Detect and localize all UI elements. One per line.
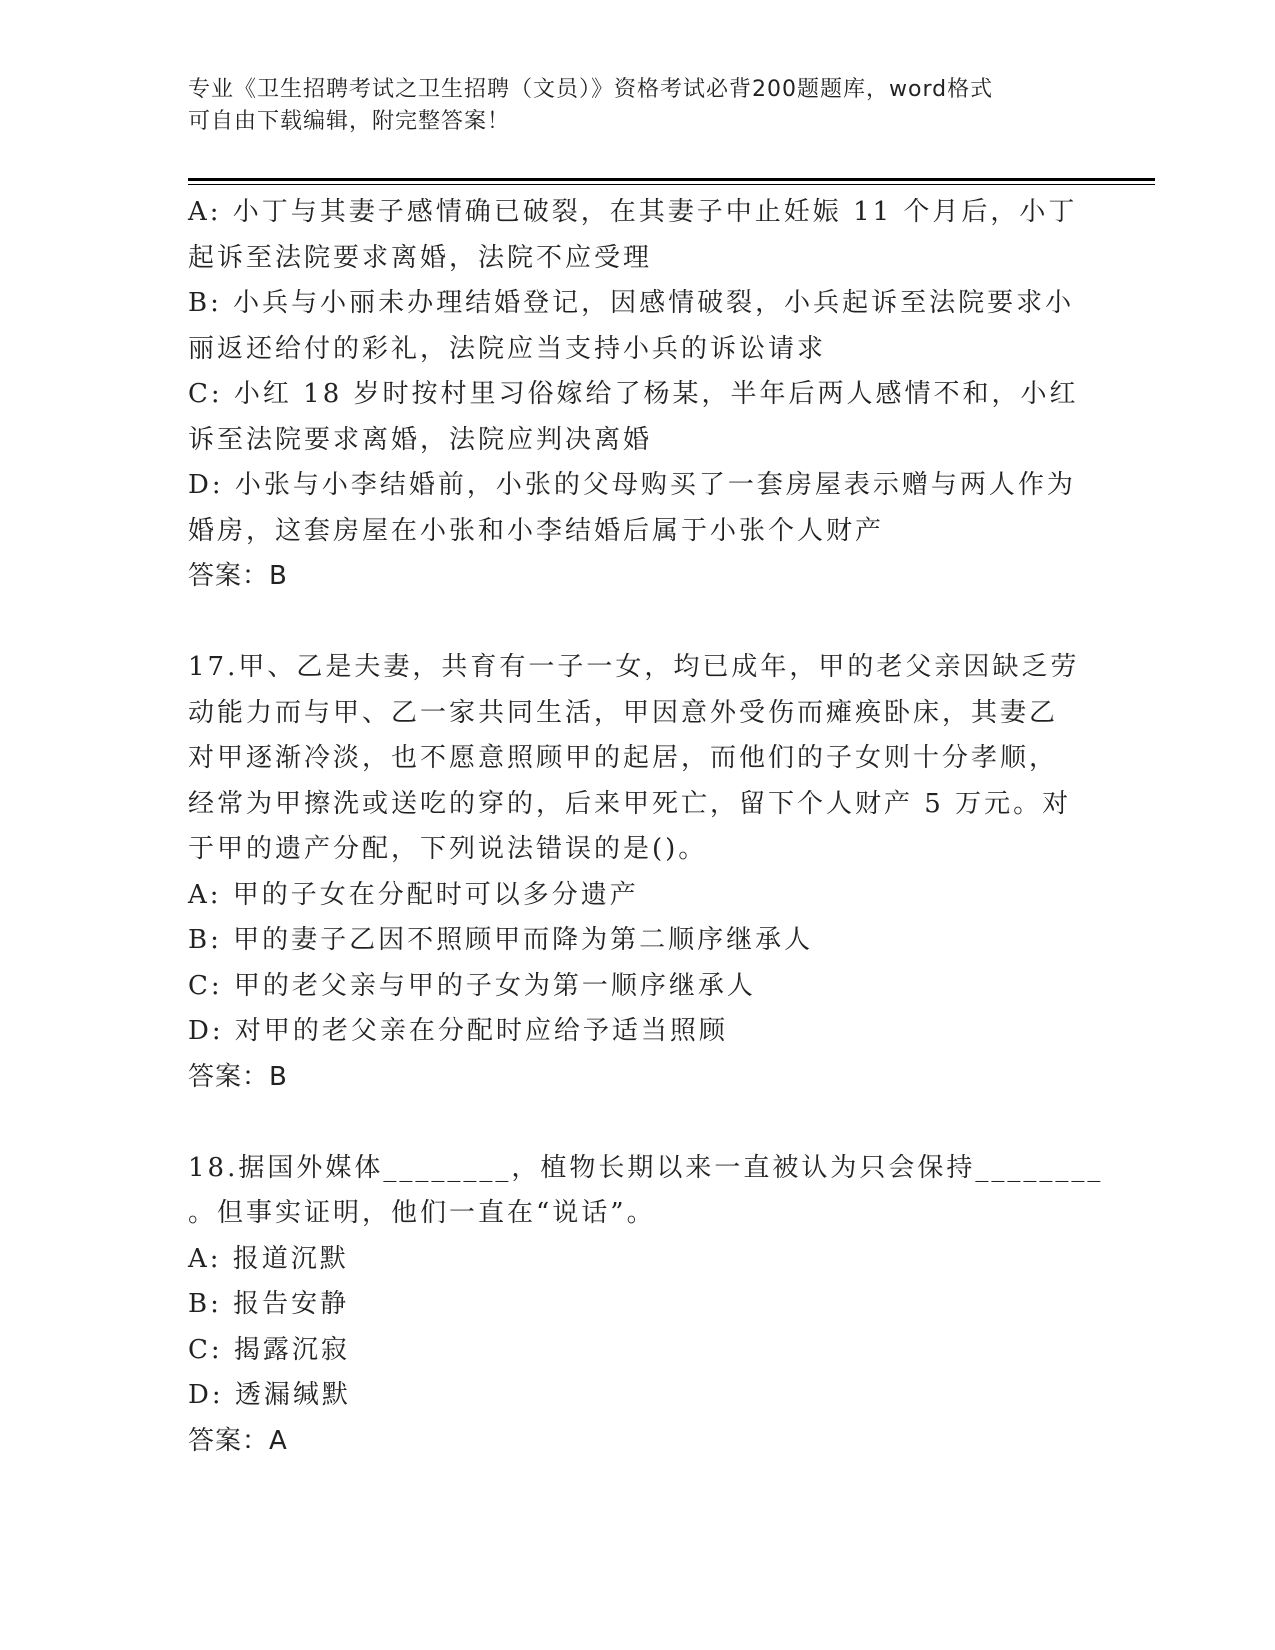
q16-option-b-line-2: 丽返还给付的彩礼，法院应当支持小兵的诉讼请求 bbox=[188, 333, 827, 364]
header-title-line-1: 专业《卫生招聘考试之卫生招聘（文员）》资格考试必背200题题库，word格式 bbox=[188, 77, 994, 102]
q18-stem-line-2: 。但事实证明，他们一直在“说话”。 bbox=[188, 1198, 656, 1228]
question-17-block bbox=[188, 645, 1088, 1100]
q17-option-c: C: 甲的老父亲与甲的子女为第一顺序继承人 bbox=[188, 970, 756, 1001]
q17-option-b: B: 甲的妻子乙因不照顾甲而降为第二顺序继承人 bbox=[188, 925, 814, 955]
question-16-block bbox=[188, 190, 1088, 600]
q16-option-b-line-1: B: 小兵与小丽未办理结婚登记，因感情破裂，小兵起诉至法院要求小 bbox=[188, 288, 1075, 318]
question-spacer bbox=[188, 1100, 1088, 1146]
q18-option-d: D: 透漏缄默 bbox=[188, 1380, 351, 1410]
q18-option-c: C: 揭露沉寂 bbox=[188, 1334, 350, 1365]
header-rule-thin bbox=[188, 184, 1155, 185]
q18-answer: 答案：A bbox=[188, 1425, 288, 1456]
header-title-line-2: 可自由下载编辑，附完整答案！ bbox=[188, 109, 511, 134]
q18-option-a: A: 报道沉默 bbox=[188, 1243, 349, 1274]
q16-answer: 答案：B bbox=[188, 561, 288, 591]
q16-option-d-line-1: D: 小张与小李结婚前，小张的父母购买了一套房屋表示赠与两人作为 bbox=[188, 470, 1076, 500]
q17-stem-line-3: 对甲逐渐冷淡，也不愿意照顾甲的起居，而他们的子女则十分孝顺， bbox=[188, 743, 1059, 773]
header-rule-thick bbox=[188, 178, 1155, 181]
q18-stem-line-1: 18.据国外媒体________，植物长期以来一直被认为只会保持________ bbox=[188, 1152, 1104, 1183]
q17-stem-line-5: 于甲的遗产分配，下列说法错误的是()。 bbox=[188, 834, 708, 864]
question-spacer bbox=[188, 600, 1088, 646]
q17-option-d: D: 对甲的老父亲在分配时应给予适当照顾 bbox=[188, 1016, 728, 1046]
question-18-block bbox=[188, 1146, 1104, 1465]
q16-option-d-line-2: 婚房，这套房屋在小张和小李结婚后属于小张个人财产 bbox=[188, 515, 885, 546]
q18-option-b: B: 报告安静 bbox=[188, 1289, 350, 1319]
q17-stem-line-2: 动能力而与甲、乙一家共同生活，甲因意外受伤而瘫痪卧床，其妻乙 bbox=[188, 697, 1059, 728]
document-body bbox=[188, 190, 1104, 1464]
q16-option-a-line-2: 起诉至法院要求离婚，法院不应受理 bbox=[188, 242, 653, 273]
q16-option-a-line-1: A: 小丁与其妻子感情确已破裂，在其妻子中止妊娠 11 个月后，小丁 bbox=[188, 197, 1078, 227]
document-header bbox=[188, 74, 1068, 138]
q17-option-a: A: 甲的子女在分配时可以多分遗产 bbox=[188, 879, 639, 910]
q16-option-c-line-1: C: 小红 18 岁时按村里习俗嫁给了杨某，半年后两人感情不和，小红 bbox=[188, 379, 1079, 409]
q17-stem-line-1: 17.甲、乙是夫妻，共育有一子一女，均已成年，甲的老父亲因缺乏劳 bbox=[188, 652, 1080, 682]
q17-answer: 答案：B bbox=[188, 1061, 288, 1092]
q16-option-c-line-2: 诉至法院要求离婚，法院应判决离婚 bbox=[188, 424, 653, 455]
q17-stem-line-4: 经常为甲擦洗或送吃的穿的，后来甲死亡，留下个人财产 5 万元。对 bbox=[188, 788, 1072, 819]
